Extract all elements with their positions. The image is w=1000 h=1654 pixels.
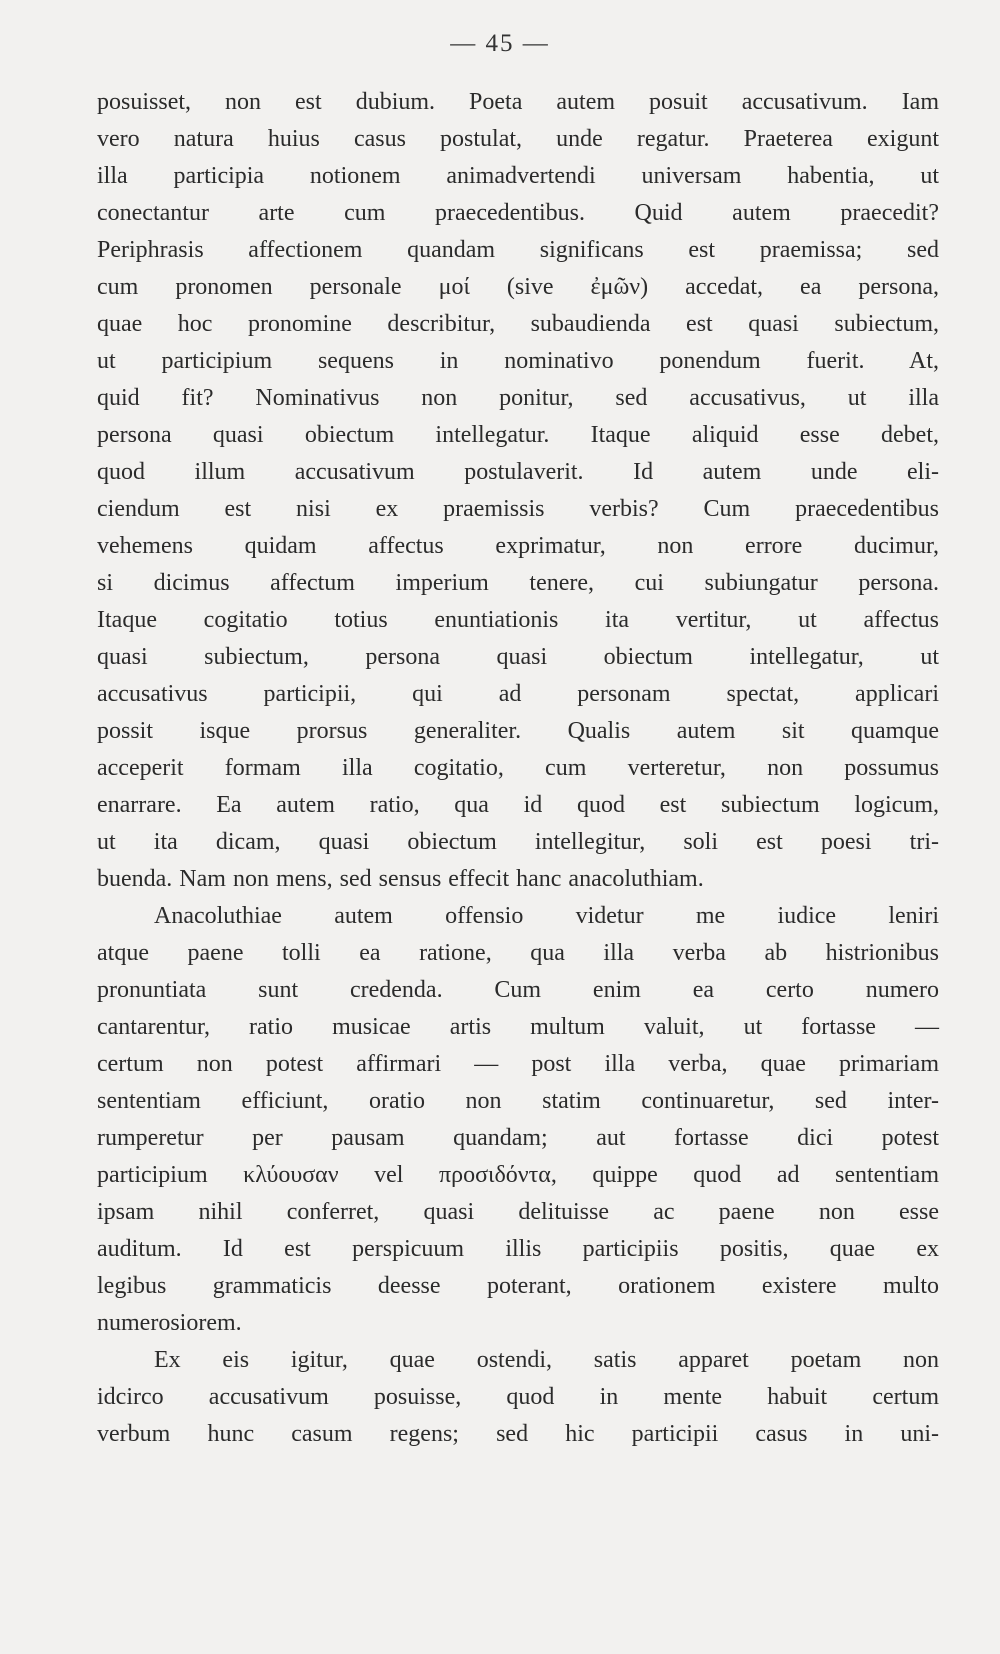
text-line: rumperetur per pausam quandam; aut fortasse dici potest <box>97 1125 939 1151</box>
paragraph-3 <box>97 1342 939 1453</box>
text-line: si dicimus affectum imperium tenere, cui subiungatur persona. <box>97 570 939 596</box>
text-line: ut ita dicam, quasi obiectum intellegitur, soli est poesi tri- <box>97 829 939 855</box>
text-line: persona quasi obiectum intellegatur. Itaque aliquid esse debet, <box>97 422 939 448</box>
text-line: atque paene tolli ea ratione, qua illa verba ab histrionibus <box>97 940 939 966</box>
text-line: illa participia notionem animadvertendi universam habentia, ut <box>97 163 939 189</box>
text-line: buenda. Nam non mens, sed sensus effecit hanc anacoluthiam. <box>97 866 704 892</box>
text-line: cum pronomen personale μοί (sive ἐμῶν) accedat, ea persona, <box>97 274 939 300</box>
text-line: ipsam nihil conferret, quasi delituisse ac paene non esse <box>97 1199 939 1225</box>
text-line: posuisset, non est dubium. Poeta autem posuit accusativum. Iam <box>97 89 939 115</box>
text-line: verbum hunc casum regens; sed hic participii casus in uni- <box>97 1421 939 1447</box>
text-line: ciendum est nisi ex praemissis verbis? Cum praecedentibus <box>97 496 939 522</box>
text-line: Itaque cogitatio totius enuntiationis ita vertitur, ut affectus <box>97 607 939 633</box>
text-line: legibus grammaticis deesse poterant, orationem existere multo <box>97 1273 939 1299</box>
text-line: auditum. Id est perspicuum illis participiis positis, quae ex <box>97 1236 939 1262</box>
text-line: sententiam efficiunt, oratio non statim continuaretur, sed inter- <box>97 1088 939 1114</box>
text-line: acceperit formam illa cogitatio, cum verteretur, non possumus <box>97 755 939 781</box>
text-line: cantarentur, ratio musicae artis multum valuit, ut fortasse — <box>97 1014 939 1040</box>
text-line: Anacoluthiae autem offensio videtur me iudice leniri <box>154 903 939 929</box>
text-line: conectantur arte cum praecedentibus. Quid autem praecedit? <box>97 200 939 226</box>
text-line: pronuntiata sunt credenda. Cum enim ea certo numero <box>97 977 939 1003</box>
text-line: quasi subiectum, persona quasi obiectum intellegatur, ut <box>97 644 939 670</box>
text-line: quae hoc pronomine describitur, subaudienda est quasi subiectum, <box>97 311 939 337</box>
text-line: vehemens quidam affectus exprimatur, non errore ducimur, <box>97 533 939 559</box>
body-text <box>97 84 939 1453</box>
text-line: certum non potest affirmari — post illa verba, quae primariam <box>97 1051 939 1077</box>
text-line: vero natura huius casus postulat, unde regatur. Praeterea exigunt <box>97 126 939 152</box>
text-line: enarrare. Ea autem ratio, qua id quod est subiectum logicum, <box>97 792 939 818</box>
text-line: quid fit? Nominativus non ponitur, sed accusativus, ut illa <box>97 385 939 411</box>
text-line: idcirco accusativum posuisse, quod in mente habuit certum <box>97 1384 939 1410</box>
text-line: numerosiorem. <box>97 1310 242 1336</box>
text-line: Periphrasis affectionem quandam significans est praemissa; sed <box>97 237 939 263</box>
text-line: participium κλύουσαν vel προσιδόντα, quippe quod ad sententiam <box>97 1162 939 1188</box>
text-line: possit isque prorsus generaliter. Qualis autem sit quamque <box>97 718 939 744</box>
text-line: accusativus participii, qui ad personam spectat, applicari <box>97 681 939 707</box>
text-line: Ex eis igitur, quae ostendi, satis apparet poetam non <box>154 1347 939 1373</box>
paragraph-1 <box>97 84 939 898</box>
text-line: ut participium sequens in nominativo ponendum fuerit. At, <box>97 348 939 374</box>
paragraph-2 <box>97 898 939 1342</box>
text-line: quod illum accusativum postulaverit. Id autem unde eli- <box>97 459 939 485</box>
page-number: — 45 — <box>450 30 550 57</box>
